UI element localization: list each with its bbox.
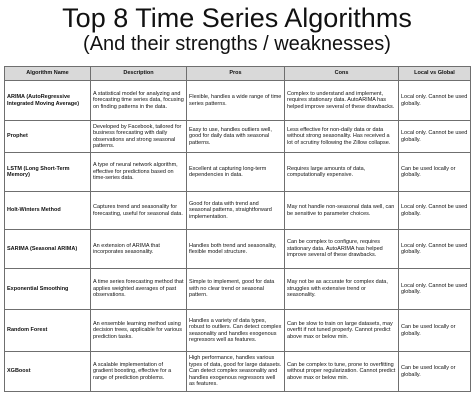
description-cell: Captures trend and seasonality for forecasting, useful for seasonal data. bbox=[91, 192, 187, 230]
header-local-vs-global: Local vs Global bbox=[399, 67, 471, 81]
cons-cell: Requires large amounts of data, computationally expensive. bbox=[285, 153, 399, 192]
table-row bbox=[5, 269, 471, 310]
table-row bbox=[5, 192, 471, 230]
pros-cell: Handles both trend and seasonality, flexible model structure. bbox=[187, 230, 285, 269]
algorithm-name-cell: LSTM (Long Short-Term Memory) bbox=[5, 153, 91, 192]
cons-cell: Can be complex to configure, requires stationary data. AutoARIMA has helped improve several of these drawbacks. bbox=[285, 230, 399, 269]
description-cell: Developed by Facebook, tailored for business forecasting with daily observations and strong seasonal patterns. bbox=[91, 121, 187, 153]
algorithm-name-cell: Holt-Winters Method bbox=[5, 192, 91, 230]
cons-cell: May not handle non-seasonal data well, can be sensitive to parameter choices. bbox=[285, 192, 399, 230]
algorithm-name-cell: Exponential Smoothing bbox=[5, 269, 91, 310]
table-row bbox=[5, 230, 471, 269]
pros-cell: High performance, handles various types of data, good for large datasets. Can detect complex seasonality and handles exogenous regressors well as features. bbox=[187, 352, 285, 392]
algorithm-name-cell: SARIMA (Seasonal ARIMA) bbox=[5, 230, 91, 269]
cons-cell: Can be slow to train on large datasets, may overfit if not tuned properly. Cannot predict above max or below min. bbox=[285, 310, 399, 352]
scope-cell: Local only. Cannot be used globally. bbox=[399, 230, 471, 269]
pros-cell: Excellent at capturing long-term dependencies in data. bbox=[187, 153, 285, 192]
cons-cell: May not be as accurate for complex data, struggles with extensive trend or seasonality. bbox=[285, 269, 399, 310]
scope-cell: Can be used locally or globally. bbox=[399, 352, 471, 392]
pros-cell: Flexible, handles a wide range of time series patterns. bbox=[187, 81, 285, 121]
table-row bbox=[5, 121, 471, 153]
pros-cell: Simple to implement, good for data with no clear trend or seasonal pattern. bbox=[187, 269, 285, 310]
algorithm-name-cell: Random Forest bbox=[5, 310, 91, 352]
table-header-row bbox=[5, 67, 471, 81]
algorithm-name-cell: Prophet bbox=[5, 121, 91, 153]
scope-cell: Can be used locally or globally. bbox=[399, 310, 471, 352]
table-row bbox=[5, 352, 471, 392]
description-cell: A scalable implementation of gradient boosting, effective for a range of prediction problems. bbox=[91, 352, 187, 392]
pros-cell: Handles a variety of data types, robust to outliers. Can detect complex seasonality and handles exogenous regressors well as features. bbox=[187, 310, 285, 352]
description-cell: A statistical model for analyzing and forecasting time series data, focusing on finding patterns in the data. bbox=[91, 81, 187, 121]
algorithm-name-cell: XGBoost bbox=[5, 352, 91, 392]
description-cell: A type of neural network algorithm, effective for predictions based on time-series data. bbox=[91, 153, 187, 192]
scope-cell: Local only. Cannot be used globally. bbox=[399, 121, 471, 153]
header-description: Description bbox=[91, 67, 187, 81]
description-cell: A time series forecasting method that applies weighted averages of past observations. bbox=[91, 269, 187, 310]
description-cell: An ensemble learning method using decision trees, applicable for various prediction tasks. bbox=[91, 310, 187, 352]
pros-cell: Good for data with trend and seasonal patterns, straightforward implementation. bbox=[187, 192, 285, 230]
scope-cell: Local only. Cannot be used globally. bbox=[399, 192, 471, 230]
scope-cell: Local only. Cannot be used globally. bbox=[399, 269, 471, 310]
pros-cell: Easy to use, handles outliers well, good for daily data with seasonal patterns. bbox=[187, 121, 285, 153]
scope-cell: Can be used locally or globally. bbox=[399, 153, 471, 192]
table-row bbox=[5, 153, 471, 192]
page-title: Top 8 Time Series Algorithms bbox=[62, 3, 412, 33]
algorithm-name-cell: ARIMA (AutoRegressive Integrated Moving Average) bbox=[5, 81, 91, 121]
table-row bbox=[5, 81, 471, 121]
header-pros: Pros bbox=[187, 67, 285, 81]
cons-cell: Less effective for non-daily data or data without strong seasonality. Has received a lot of scrutiny following the Zillow collapse. bbox=[285, 121, 399, 153]
description-cell: An extension of ARIMA that incorporates seasonality. bbox=[91, 230, 187, 269]
cons-cell: Complex to understand and implement, requires stationary data. AutoARIMA has helped improve several of these drawbacks. bbox=[285, 81, 399, 121]
header-cons: Cons bbox=[285, 67, 399, 81]
cons-cell: Can be complex to tune, prone to overfitting without proper regularization. Cannot predict above max or below min. bbox=[285, 352, 399, 392]
header-algorithm-name: Algorithm Name bbox=[5, 67, 91, 81]
algorithms-table bbox=[4, 66, 471, 392]
table-row bbox=[5, 310, 471, 352]
page-subtitle: (And their strengths / weaknesses) bbox=[83, 33, 391, 55]
scope-cell: Local only. Cannot be used globally. bbox=[399, 81, 471, 121]
